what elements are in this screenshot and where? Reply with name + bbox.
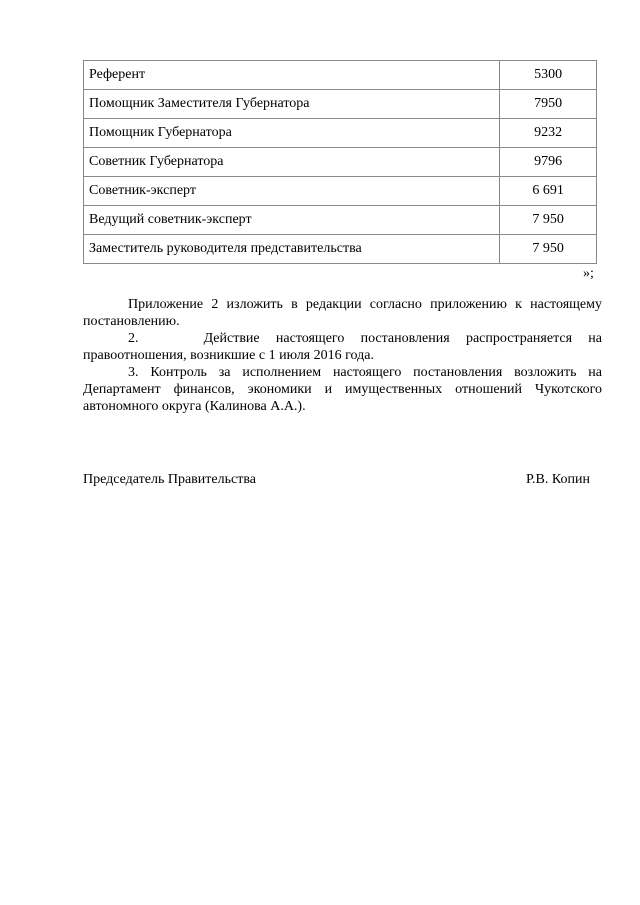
- position-cell: Ведущий советник-эксперт: [84, 206, 500, 235]
- paragraph-effective-date: 2. Действие настоящего постановления распространяется на правоотношения, возникшие с 1 июля 2016 года.: [83, 331, 602, 363]
- position-cell: Заместитель руководителя представительства: [84, 235, 500, 264]
- signature-block: [83, 472, 590, 488]
- position-cell: Помощник Заместителя Губернатора: [84, 90, 500, 119]
- salary-table: [83, 60, 597, 264]
- paragraph-control: 3. Контроль за исполнением настоящего постановления возложить на Департамент финансов, экономики и имущественных отношений Чукотского автономного округа (Калинова А.А.).: [83, 365, 602, 414]
- position-cell: Референт: [84, 61, 500, 90]
- value-cell: 5300: [500, 61, 597, 90]
- table-row: [84, 90, 597, 119]
- value-cell: 6 691: [500, 177, 597, 206]
- value-cell: 9796: [500, 148, 597, 177]
- closing-quote-mark: »;: [583, 266, 594, 281]
- table-row: [84, 119, 597, 148]
- value-cell: 7950: [500, 90, 597, 119]
- table-row: [84, 148, 597, 177]
- position-cell: Советник Губернатора: [84, 148, 500, 177]
- signatory-title: Председатель Правительства: [83, 472, 256, 487]
- position-cell: Советник-эксперт: [84, 177, 500, 206]
- signatory-name: Р.В. Копин: [526, 472, 590, 487]
- value-cell: 7 950: [500, 206, 597, 235]
- table-row: [84, 235, 597, 264]
- paragraph-appendix: Приложение 2 изложить в редакции согласно приложению к настоящему постановлению.: [83, 297, 602, 329]
- table-row: [84, 177, 597, 206]
- table-row: [84, 61, 597, 90]
- position-cell: Помощник Губернатора: [84, 119, 500, 148]
- value-cell: 7 950: [500, 235, 597, 264]
- table-row: [84, 206, 597, 235]
- value-cell: 9232: [500, 119, 597, 148]
